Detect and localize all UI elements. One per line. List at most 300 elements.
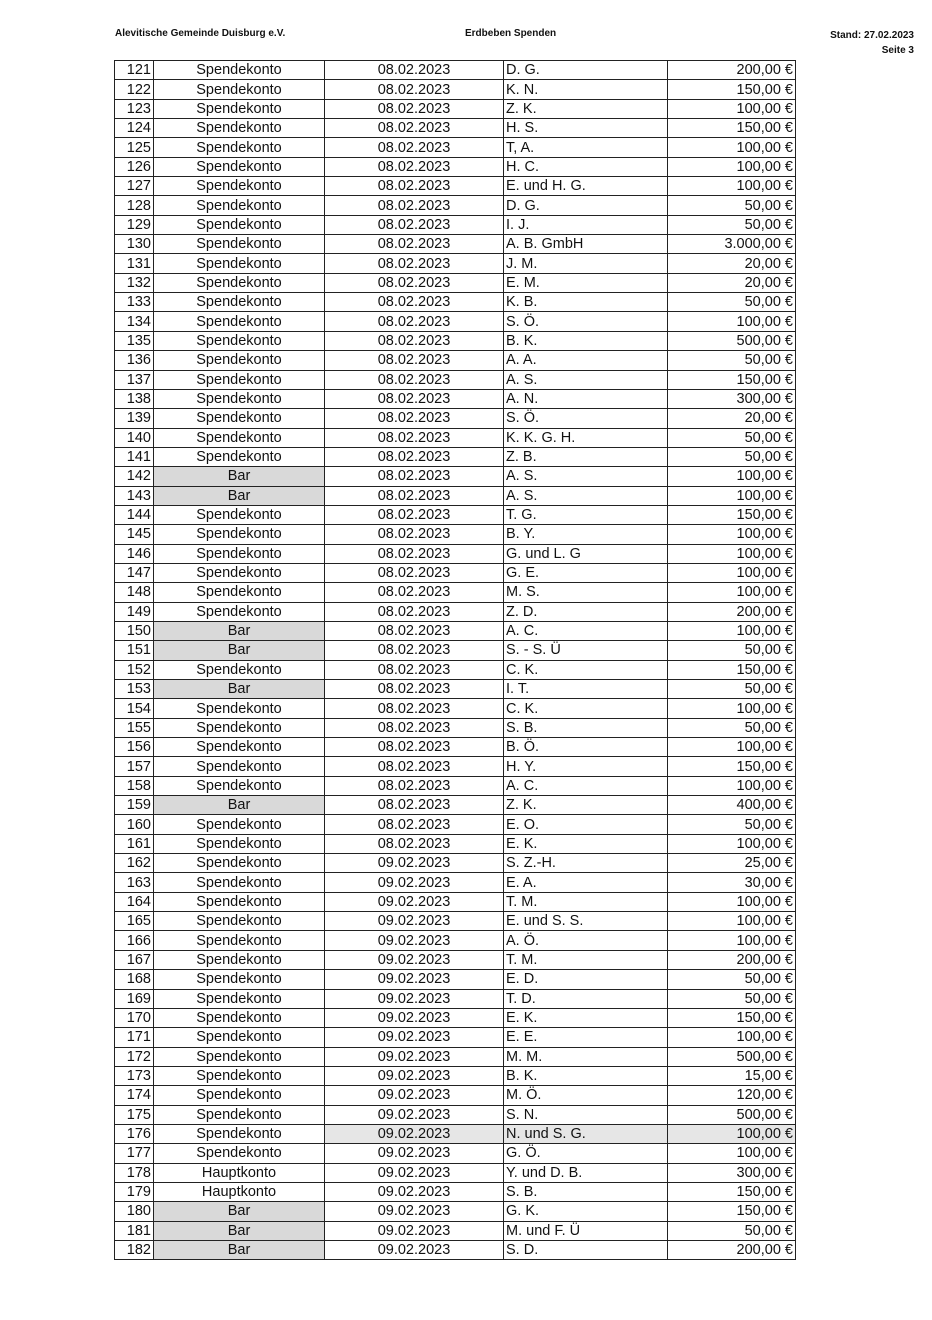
donation-date: 08.02.2023 <box>325 834 504 853</box>
document-title: Erdbeben Spenden <box>465 28 557 39</box>
donation-amount: 100,00 € <box>668 157 796 176</box>
donation-amount: 50,00 € <box>668 989 796 1008</box>
payment-type: Spendekonto <box>154 119 325 138</box>
payment-type: Spendekonto <box>154 873 325 892</box>
donor-name: E. O. <box>504 815 668 834</box>
donation-amount: 150,00 € <box>668 1008 796 1027</box>
donation-date: 08.02.2023 <box>325 796 504 815</box>
document-meta <box>830 28 914 58</box>
table-row <box>115 177 796 196</box>
table-row <box>115 602 796 621</box>
payment-type: Spendekonto <box>154 660 325 679</box>
payment-type: Spendekonto <box>154 331 325 350</box>
payment-type: Spendekonto <box>154 215 325 234</box>
donation-amount: 50,00 € <box>668 428 796 447</box>
donation-amount: 150,00 € <box>668 757 796 776</box>
donation-amount: 50,00 € <box>668 1221 796 1240</box>
donation-amount: 30,00 € <box>668 873 796 892</box>
donation-amount: 300,00 € <box>668 1163 796 1182</box>
table-row <box>115 912 796 931</box>
donation-amount: 150,00 € <box>668 1202 796 1221</box>
donor-name: C. K. <box>504 699 668 718</box>
payment-type: Spendekonto <box>154 447 325 466</box>
donation-amount: 3.000,00 € <box>668 235 796 254</box>
payment-type: Spendekonto <box>154 196 325 215</box>
table-row <box>115 641 796 660</box>
row-number: 127 <box>115 177 154 196</box>
donation-amount: 100,00 € <box>668 544 796 563</box>
donation-amount: 100,00 € <box>668 1124 796 1143</box>
donation-amount: 150,00 € <box>668 80 796 99</box>
donation-date: 08.02.2023 <box>325 312 504 331</box>
payment-type: Bar <box>154 1202 325 1221</box>
donor-name: S. B. <box>504 1182 668 1201</box>
donation-date: 08.02.2023 <box>325 157 504 176</box>
donor-name: S. Ö. <box>504 409 668 428</box>
donor-name: T. M. <box>504 950 668 969</box>
donation-amount: 100,00 € <box>668 776 796 795</box>
donation-amount: 50,00 € <box>668 680 796 699</box>
row-number: 160 <box>115 815 154 834</box>
donation-date: 09.02.2023 <box>325 1086 504 1105</box>
row-number: 149 <box>115 602 154 621</box>
donation-date: 08.02.2023 <box>325 61 504 80</box>
donation-date: 09.02.2023 <box>325 970 504 989</box>
donation-amount: 50,00 € <box>668 447 796 466</box>
donation-amount: 200,00 € <box>668 1240 796 1259</box>
table-row <box>115 1105 796 1124</box>
table-row <box>115 1221 796 1240</box>
table-row <box>115 138 796 157</box>
row-number: 148 <box>115 583 154 602</box>
donation-amount: 500,00 € <box>668 1105 796 1124</box>
row-number: 142 <box>115 467 154 486</box>
donation-date: 08.02.2023 <box>325 119 504 138</box>
donation-date: 08.02.2023 <box>325 99 504 118</box>
donor-name: E. K. <box>504 834 668 853</box>
donation-amount: 200,00 € <box>668 602 796 621</box>
donor-name: S. N. <box>504 1105 668 1124</box>
donor-name: E. M. <box>504 273 668 292</box>
donation-date: 08.02.2023 <box>325 293 504 312</box>
table-row <box>115 215 796 234</box>
payment-type: Spendekonto <box>154 1124 325 1143</box>
donation-amount: 50,00 € <box>668 215 796 234</box>
table-row <box>115 699 796 718</box>
row-number: 155 <box>115 718 154 737</box>
table-row <box>115 854 796 873</box>
row-number: 156 <box>115 738 154 757</box>
donation-amount: 150,00 € <box>668 370 796 389</box>
table-row <box>115 1163 796 1182</box>
row-number: 167 <box>115 950 154 969</box>
payment-type: Spendekonto <box>154 970 325 989</box>
payment-type: Spendekonto <box>154 776 325 795</box>
page-number: Seite 3 <box>881 45 914 56</box>
payment-type: Spendekonto <box>154 99 325 118</box>
table-row <box>115 583 796 602</box>
donor-name: T. D. <box>504 989 668 1008</box>
donation-amount: 50,00 € <box>668 641 796 660</box>
donation-date: 08.02.2023 <box>325 254 504 273</box>
table-row <box>115 525 796 544</box>
table-row <box>115 1066 796 1085</box>
row-number: 131 <box>115 254 154 273</box>
table-row <box>115 389 796 408</box>
donation-date: 09.02.2023 <box>325 989 504 1008</box>
table-row <box>115 486 796 505</box>
table-row <box>115 505 796 524</box>
row-number: 122 <box>115 80 154 99</box>
donation-amount: 25,00 € <box>668 854 796 873</box>
donation-date: 08.02.2023 <box>325 331 504 350</box>
donor-name: A. N. <box>504 389 668 408</box>
payment-type: Spendekonto <box>154 950 325 969</box>
donor-name: M. und F. Ü <box>504 1221 668 1240</box>
donation-date: 08.02.2023 <box>325 505 504 524</box>
row-number: 140 <box>115 428 154 447</box>
table-row <box>115 1047 796 1066</box>
donor-name: M. S. <box>504 583 668 602</box>
payment-type: Bar <box>154 467 325 486</box>
donation-date: 08.02.2023 <box>325 757 504 776</box>
donation-amount: 50,00 € <box>668 970 796 989</box>
payment-type: Spendekonto <box>154 254 325 273</box>
payment-type: Spendekonto <box>154 370 325 389</box>
donation-amount: 500,00 € <box>668 331 796 350</box>
donation-date: 08.02.2023 <box>325 602 504 621</box>
donation-amount: 100,00 € <box>668 486 796 505</box>
row-number: 179 <box>115 1182 154 1201</box>
row-number: 170 <box>115 1008 154 1027</box>
payment-type: Spendekonto <box>154 854 325 873</box>
donation-amount: 150,00 € <box>668 660 796 679</box>
row-number: 123 <box>115 99 154 118</box>
row-number: 164 <box>115 892 154 911</box>
table-row <box>115 235 796 254</box>
donation-date: 09.02.2023 <box>325 931 504 950</box>
donor-name: Z. D. <box>504 602 668 621</box>
donation-date: 08.02.2023 <box>325 563 504 582</box>
row-number: 173 <box>115 1066 154 1085</box>
donation-date: 09.02.2023 <box>325 950 504 969</box>
payment-type: Spendekonto <box>154 1028 325 1047</box>
donor-name: A. C. <box>504 776 668 795</box>
table-row <box>115 757 796 776</box>
row-number: 141 <box>115 447 154 466</box>
donation-amount: 200,00 € <box>668 61 796 80</box>
donor-name: D. G. <box>504 196 668 215</box>
table-row <box>115 409 796 428</box>
donation-date: 09.02.2023 <box>325 1240 504 1259</box>
row-number: 151 <box>115 641 154 660</box>
table-row <box>115 157 796 176</box>
donation-date: 08.02.2023 <box>325 273 504 292</box>
table-row <box>115 970 796 989</box>
table-row <box>115 1086 796 1105</box>
table-row <box>115 892 796 911</box>
donation-amount: 100,00 € <box>668 177 796 196</box>
stand-date: Stand: 27.02.2023 <box>830 30 914 41</box>
donation-date: 08.02.2023 <box>325 215 504 234</box>
row-number: 144 <box>115 505 154 524</box>
donation-amount: 50,00 € <box>668 351 796 370</box>
row-number: 130 <box>115 235 154 254</box>
payment-type: Bar <box>154 486 325 505</box>
table-row <box>115 931 796 950</box>
donor-name: E. E. <box>504 1028 668 1047</box>
table-row <box>115 428 796 447</box>
table-row <box>115 447 796 466</box>
donation-date: 08.02.2023 <box>325 196 504 215</box>
donation-date: 08.02.2023 <box>325 486 504 505</box>
donor-name: B. Ö. <box>504 738 668 757</box>
row-number: 126 <box>115 157 154 176</box>
row-number: 143 <box>115 486 154 505</box>
donation-date: 08.02.2023 <box>325 525 504 544</box>
payment-type: Spendekonto <box>154 834 325 853</box>
payment-type: Bar <box>154 680 325 699</box>
donation-date: 08.02.2023 <box>325 428 504 447</box>
donor-name: C. K. <box>504 660 668 679</box>
donor-name: S. Ö. <box>504 312 668 331</box>
donor-name: N. und S. G. <box>504 1124 668 1143</box>
row-number: 172 <box>115 1047 154 1066</box>
row-number: 145 <box>115 525 154 544</box>
payment-type: Spendekonto <box>154 892 325 911</box>
table-row <box>115 660 796 679</box>
payment-type: Spendekonto <box>154 1047 325 1066</box>
donor-name: D. G. <box>504 61 668 80</box>
donation-date: 09.02.2023 <box>325 873 504 892</box>
donation-date: 09.02.2023 <box>325 1047 504 1066</box>
table-row <box>115 467 796 486</box>
row-number: 159 <box>115 796 154 815</box>
donation-date: 08.02.2023 <box>325 544 504 563</box>
donor-name: E. und H. G. <box>504 177 668 196</box>
donation-amount: 100,00 € <box>668 834 796 853</box>
donation-date: 08.02.2023 <box>325 776 504 795</box>
donation-amount: 50,00 € <box>668 196 796 215</box>
donation-date: 09.02.2023 <box>325 1202 504 1221</box>
donor-name: T. G. <box>504 505 668 524</box>
donor-name: A. Ö. <box>504 931 668 950</box>
payment-type: Spendekonto <box>154 1105 325 1124</box>
row-number: 168 <box>115 970 154 989</box>
donation-amount: 150,00 € <box>668 505 796 524</box>
donation-amount: 100,00 € <box>668 563 796 582</box>
donation-amount: 150,00 € <box>668 1182 796 1201</box>
row-number: 157 <box>115 757 154 776</box>
payment-type: Bar <box>154 641 325 660</box>
payment-type: Spendekonto <box>154 235 325 254</box>
row-number: 147 <box>115 563 154 582</box>
row-number: 182 <box>115 1240 154 1259</box>
payment-type: Spendekonto <box>154 563 325 582</box>
table-row <box>115 99 796 118</box>
payment-type: Spendekonto <box>154 138 325 157</box>
row-number: 135 <box>115 331 154 350</box>
table-row <box>115 61 796 80</box>
donor-name: Z. B. <box>504 447 668 466</box>
payment-type: Spendekonto <box>154 1008 325 1027</box>
payment-type: Bar <box>154 1221 325 1240</box>
payment-type: Bar <box>154 621 325 640</box>
table-row <box>115 1182 796 1201</box>
row-number: 177 <box>115 1144 154 1163</box>
donation-date: 09.02.2023 <box>325 892 504 911</box>
donation-amount: 100,00 € <box>668 738 796 757</box>
donation-date: 08.02.2023 <box>325 351 504 370</box>
table-row <box>115 563 796 582</box>
donation-date: 09.02.2023 <box>325 1028 504 1047</box>
donor-name: A. C. <box>504 621 668 640</box>
payment-type: Spendekonto <box>154 989 325 1008</box>
table-row <box>115 1240 796 1259</box>
donor-name: Z. K. <box>504 796 668 815</box>
donor-name: I. T. <box>504 680 668 699</box>
donor-name: B. K. <box>504 1066 668 1085</box>
row-number: 174 <box>115 1086 154 1105</box>
donation-date: 08.02.2023 <box>325 389 504 408</box>
table-row <box>115 718 796 737</box>
row-number: 169 <box>115 989 154 1008</box>
table-row <box>115 293 796 312</box>
row-number: 150 <box>115 621 154 640</box>
row-number: 152 <box>115 660 154 679</box>
donor-name: S. - S. Ü <box>504 641 668 660</box>
donor-name: T. M. <box>504 892 668 911</box>
row-number: 161 <box>115 834 154 853</box>
payment-type: Bar <box>154 796 325 815</box>
donor-name: H. Y. <box>504 757 668 776</box>
table-row <box>115 950 796 969</box>
payment-type: Spendekonto <box>154 157 325 176</box>
payment-type: Spendekonto <box>154 912 325 931</box>
payment-type: Spendekonto <box>154 273 325 292</box>
donor-name: I. J. <box>504 215 668 234</box>
table-row <box>115 254 796 273</box>
payment-type: Spendekonto <box>154 312 325 331</box>
table-row <box>115 1028 796 1047</box>
donation-date: 08.02.2023 <box>325 80 504 99</box>
payment-type: Spendekonto <box>154 544 325 563</box>
donation-date: 08.02.2023 <box>325 447 504 466</box>
donor-name: Z. K. <box>504 99 668 118</box>
payment-type: Spendekonto <box>154 757 325 776</box>
donation-date: 08.02.2023 <box>325 738 504 757</box>
donation-date: 08.02.2023 <box>325 815 504 834</box>
row-number: 178 <box>115 1163 154 1182</box>
donor-name: S. Z.-H. <box>504 854 668 873</box>
payment-type: Spendekonto <box>154 583 325 602</box>
row-number: 166 <box>115 931 154 950</box>
donation-amount: 400,00 € <box>668 796 796 815</box>
table-row <box>115 196 796 215</box>
donor-name: G. Ö. <box>504 1144 668 1163</box>
donor-name: S. B. <box>504 718 668 737</box>
table-row <box>115 1202 796 1221</box>
row-number: 180 <box>115 1202 154 1221</box>
payment-type: Spendekonto <box>154 177 325 196</box>
donation-amount: 100,00 € <box>668 138 796 157</box>
donation-date: 08.02.2023 <box>325 409 504 428</box>
payment-type: Spendekonto <box>154 351 325 370</box>
donation-amount: 500,00 € <box>668 1047 796 1066</box>
donor-name: A. S. <box>504 467 668 486</box>
row-number: 128 <box>115 196 154 215</box>
donation-amount: 20,00 € <box>668 409 796 428</box>
table-row <box>115 351 796 370</box>
table-row <box>115 738 796 757</box>
donor-name: A. S. <box>504 370 668 389</box>
payment-type: Spendekonto <box>154 1144 325 1163</box>
donation-date: 09.02.2023 <box>325 1163 504 1182</box>
row-number: 129 <box>115 215 154 234</box>
row-number: 175 <box>115 1105 154 1124</box>
row-number: 133 <box>115 293 154 312</box>
table-row <box>115 1008 796 1027</box>
table-row <box>115 544 796 563</box>
donor-name: H. S. <box>504 119 668 138</box>
payment-type: Spendekonto <box>154 428 325 447</box>
donation-date: 09.02.2023 <box>325 1066 504 1085</box>
row-number: 154 <box>115 699 154 718</box>
donation-amount: 100,00 € <box>668 525 796 544</box>
donation-date: 08.02.2023 <box>325 177 504 196</box>
donation-amount: 100,00 € <box>668 892 796 911</box>
organization-name: Alevitische Gemeinde Duisburg e.V. <box>115 28 286 39</box>
donor-name: E. und S. S. <box>504 912 668 931</box>
donor-name: A. S. <box>504 486 668 505</box>
donor-name: J. M. <box>504 254 668 273</box>
payment-type: Spendekonto <box>154 738 325 757</box>
payment-type: Spendekonto <box>154 525 325 544</box>
donations-table-body <box>115 61 796 1260</box>
row-number: 138 <box>115 389 154 408</box>
row-number: 165 <box>115 912 154 931</box>
donor-name: E. A. <box>504 873 668 892</box>
row-number: 124 <box>115 119 154 138</box>
payment-type: Spendekonto <box>154 815 325 834</box>
payment-type: Spendekonto <box>154 1086 325 1105</box>
table-row <box>115 80 796 99</box>
table-row <box>115 873 796 892</box>
donation-date: 09.02.2023 <box>325 912 504 931</box>
payment-type: Spendekonto <box>154 80 325 99</box>
row-number: 134 <box>115 312 154 331</box>
donor-name: B. Y. <box>504 525 668 544</box>
row-number: 162 <box>115 854 154 873</box>
donor-name: A. B. GmbH <box>504 235 668 254</box>
row-number: 153 <box>115 680 154 699</box>
donor-name: M. M. <box>504 1047 668 1066</box>
donor-name: Y. und D. B. <box>504 1163 668 1182</box>
payment-type: Spendekonto <box>154 293 325 312</box>
donation-date: 09.02.2023 <box>325 1008 504 1027</box>
donation-amount: 50,00 € <box>668 815 796 834</box>
payment-type: Spendekonto <box>154 409 325 428</box>
row-number: 136 <box>115 351 154 370</box>
row-number: 176 <box>115 1124 154 1143</box>
donations-table <box>114 60 796 1260</box>
table-row <box>115 1144 796 1163</box>
donation-amount: 100,00 € <box>668 912 796 931</box>
donation-amount: 300,00 € <box>668 389 796 408</box>
payment-type: Spendekonto <box>154 699 325 718</box>
donation-date: 08.02.2023 <box>325 583 504 602</box>
table-row <box>115 331 796 350</box>
